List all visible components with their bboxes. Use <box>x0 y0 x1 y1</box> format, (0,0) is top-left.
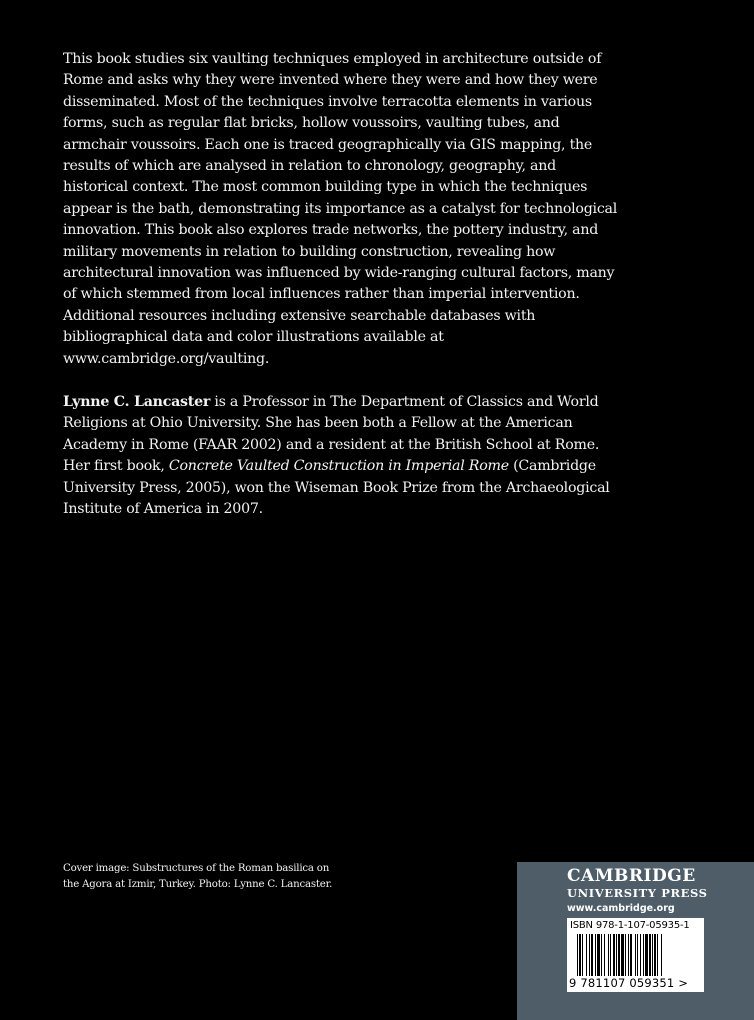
resources-paragraph: Additional resources including extensive searchable databases with bibliographical data and color illustrations available at www.cambridge.org/vaulting. <box>63 308 536 367</box>
publisher-url: www.cambridge.org <box>567 903 675 914</box>
author-bio-text-1: is a Professor in The Department of Classics and World Religions at Ohio University. She has been both a Fellow at the American Academy in Rome (FAAR 2002) and a resident at the British School at Rome. Her first book, <box>63 394 600 475</box>
publisher-name-line2: UNIVERSITY PRESS <box>567 886 708 900</box>
publisher-logo <box>567 866 753 900</box>
author-book-title: Concrete Vaulted Construction in Imperial Rome <box>168 458 509 475</box>
publisher-name-line1: CAMBRIDGE <box>567 866 696 886</box>
author-name: Lynne C. Lancaster <box>63 394 211 410</box>
barcode-digits: 9 781107 059351 > <box>569 976 689 990</box>
isbn-label: ISBN 978-1-107-05935-1 <box>570 920 690 931</box>
author-paragraph <box>63 392 619 520</box>
author-bio-text-2: (Cambridge University Press, 2005), won the Wiseman Book Prize from the Archaeological Institute of America in 2007. <box>63 458 610 518</box>
additional-resources <box>63 306 619 370</box>
barcode <box>567 918 704 992</box>
publisher-panel <box>517 862 754 1020</box>
author-bio <box>63 392 619 520</box>
book-description <box>63 49 619 306</box>
cover-image-caption: Cover image: Substructures of the Roman basilica on the Agora at Izmir, Turkey. Photo: Lynne C. Lancaster. <box>63 863 333 890</box>
description-paragraph: This book studies six vaulting techniques employed in architecture outside of Rome and asks why they were invented where they were and how they were disseminated. Most of the techniques involve terracotta elements in various forms, such as regular flat bricks, hollow voussoirs, vaulting tubes, and armchair voussoirs. Each one is traced geographically via GIS mapping, the results of which are analysed in relation to chronology, geography, and historical context. The most common building type in which the techniques appear is the bath, demonstrating its importance as a catalyst for technological innovation. This book also explores trade networks, the pottery industry, and military movements in relation to building construction, revealing how architectural innovation was influenced by wide-ranging cultural factors, many of which stemmed from local influences rather than imperial intervention. <box>63 51 618 303</box>
